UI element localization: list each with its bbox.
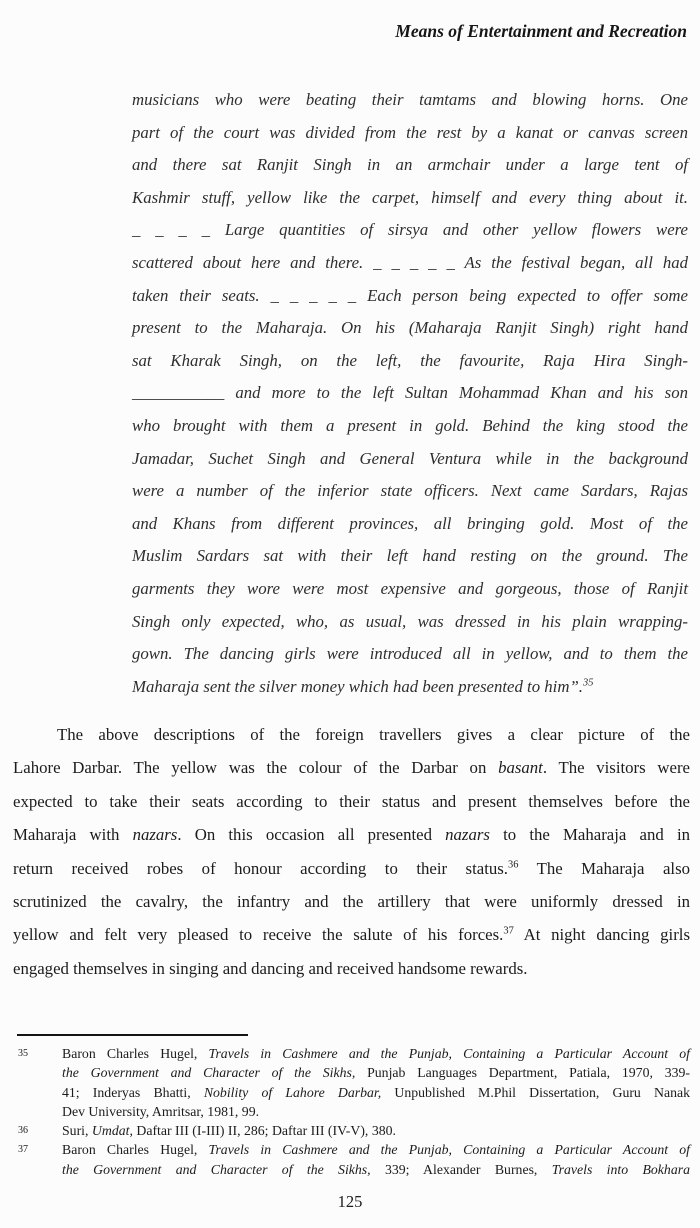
footnote-text bbox=[62, 1121, 690, 1140]
footnote-item bbox=[13, 1044, 690, 1121]
quote-line: Jamadar, Suchet Singh and General Ventura while in the background bbox=[132, 448, 688, 468]
quote-line: present to the Maharaja. On his (Maharaja Ranjit Singh) right hand bbox=[132, 318, 688, 338]
emphasis-text: nazars bbox=[445, 825, 490, 845]
quote-line: and there sat Ranjit Singh in an armchair under a large tent of bbox=[132, 155, 688, 175]
footnote-item bbox=[13, 1121, 690, 1140]
quote-line: and Khans from different provinces, all bringing gold. Most of the bbox=[132, 513, 688, 533]
quote-line: sat Kharak Singh, on the left, the favourite, Raja Hira Singh- bbox=[132, 350, 688, 370]
body-paragraph bbox=[13, 718, 690, 985]
footnote-line: Baron Charles Hugel, Travels in Cashmere and the Punjab, Containing a Particular Account of bbox=[62, 1142, 690, 1158]
emphasis-text: the Government and Character of the Sikhs, bbox=[62, 1161, 371, 1177]
footnote-number: 35 bbox=[18, 1048, 28, 1059]
page-number: 125 bbox=[337, 1192, 363, 1211]
footnote-text bbox=[62, 1140, 690, 1179]
footnote-line: Suri, Umdat, Daftar III (I-III) II, 286; Daftar III (IV-V), 380. bbox=[62, 1123, 396, 1139]
quote-line: taken their seats. _ _ _ _ _ Each person being expected to offer some bbox=[132, 285, 688, 305]
footnote-line: Dev University, Amritsar, 1981, 99. bbox=[62, 1103, 260, 1119]
paragraph-line: expected to take their seats according to their status and present themselves before the bbox=[13, 791, 690, 811]
paragraph-line: yellow and felt very pleased to receive the salute of his forces.$^{37}$ At night dancing girls bbox=[13, 925, 691, 945]
quote-line: part of the court was divided from the rest by a kanat or canvas screen bbox=[132, 122, 688, 142]
emphasis-text: basant bbox=[498, 758, 543, 778]
quote-line: Maharaja sent the silver money which had been presented to him”.$^{35}$ bbox=[132, 676, 594, 696]
paragraph-line: Lahore Darbar. The yellow was the colour of the Darbar on basant. The visitors were bbox=[13, 758, 690, 778]
footnote-item bbox=[13, 1140, 690, 1179]
emphasis-text: Travels into Bokhara bbox=[551, 1161, 690, 1177]
quote-line: ___________ and more to the left Sultan Mohammad Khan and his son bbox=[132, 383, 688, 403]
footnotes-section bbox=[13, 1044, 690, 1179]
quote-line: Singh only expected, who, as usual, was dressed in his plain wrapping- bbox=[132, 611, 688, 631]
footnote-ref: 35 bbox=[583, 677, 594, 689]
quote-line: garments they wore were most expensive and gorgeous, those of Ranjit bbox=[132, 578, 688, 598]
paragraph-line: engaged themselves in singing and dancing and received handsome rewards. bbox=[13, 958, 528, 978]
footnote-ref: 37 bbox=[503, 925, 514, 937]
emphasis-text: Travels in Cashmere and the Punjab, Containing a Particular Account of bbox=[208, 1142, 690, 1158]
footnote-line: the Government and Character of the Sikhs, 339; Alexander Burnes, Travels into Bokhara bbox=[62, 1161, 690, 1177]
footnote-ref: 36 bbox=[507, 859, 519, 871]
quote-line: musicians who were beating their tamtams and blowing horns. One bbox=[132, 90, 688, 109]
footnote-line: 41; Inderyas Bhatti, Nobility of Lahore Darbar, Unpublished M.Phil Dissertation, Guru Nanak bbox=[62, 1084, 691, 1100]
footnote-text bbox=[62, 1044, 690, 1121]
emphasis-text: the Government and Character of the Sikhs, bbox=[62, 1065, 356, 1081]
footnote-line: the Government and Character of the Sikhs, Punjab Languages Department, Patiala, 1970, 339- bbox=[62, 1065, 690, 1081]
emphasis-text: Travels in Cashmere and the Punjab, Containing a Particular Account of bbox=[208, 1046, 690, 1061]
emphasis-text: Nobility of Lahore Darbar, bbox=[203, 1084, 382, 1100]
footnote-number: 37 bbox=[18, 1144, 28, 1156]
page-title: Means of Entertainment and Recreation bbox=[395, 21, 687, 41]
footnote-number: 36 bbox=[18, 1125, 28, 1137]
paragraph-line: return received robes of honour according to their status.$^{36}$ The Maharaja also bbox=[13, 858, 690, 878]
block-quote bbox=[132, 84, 688, 703]
quote-line: were a number of the inferior state officers. Next came Sardars, Rajas bbox=[132, 481, 688, 501]
quote-line: who brought with them a present in gold. Behind the king stood the bbox=[132, 415, 688, 435]
quote-line: Muslim Sardars sat with their left hand resting on the ground. The bbox=[132, 546, 688, 566]
quote-line: _ _ _ _ Large quantities of sirsya and other yellow flowers were bbox=[132, 220, 688, 240]
paragraph-line: scrutinized the cavalry, the infantry and the artillery that were uniformly dressed in bbox=[13, 892, 690, 912]
footnote-separator bbox=[17, 1034, 248, 1036]
quote-line: scattered about here and there. _ _ _ _ _ As the festival began, all had bbox=[132, 252, 688, 272]
paragraph-line: Maharaja with nazars. On this occasion all presented nazars to the Maharaja and in bbox=[13, 825, 690, 845]
quote-line: Kashmir stuff, yellow like the carpet, himself and every thing about it. bbox=[132, 187, 688, 207]
paragraph-line: The above descriptions of the foreign travellers gives a clear picture of the bbox=[57, 725, 690, 744]
quote-line: gown. The dancing girls were introduced all in yellow, and to them the bbox=[132, 644, 688, 664]
emphasis-text: Umdat, bbox=[91, 1123, 133, 1139]
footnote-line: Baron Charles Hugel, Travels in Cashmere and the Punjab, Containing a Particular Account of bbox=[62, 1046, 690, 1061]
emphasis-text: nazars bbox=[132, 825, 178, 845]
